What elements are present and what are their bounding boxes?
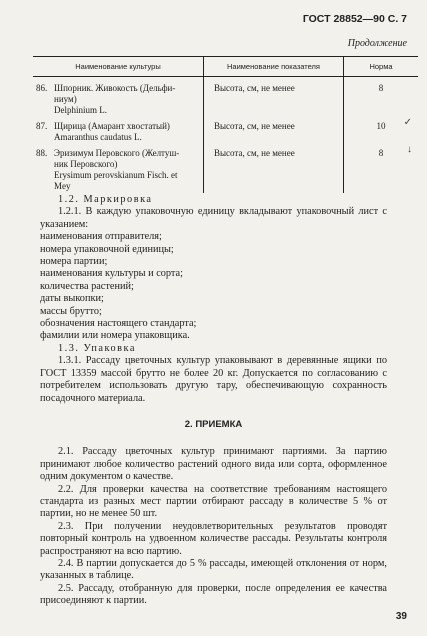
indicator-cell: Высота, см, не менее xyxy=(204,144,344,193)
packing-list-items xyxy=(40,231,387,343)
norm-cell xyxy=(344,117,419,144)
packing-list-item: количества растений; xyxy=(40,280,134,292)
handwritten-mark-icon: ↓ xyxy=(407,144,412,155)
paragraph-1-2-1: 1.2.1. В каждую упаковочную единицу вкладывают упаковочный лист с указанием: xyxy=(40,206,387,230)
culture-name-line: Delphinium L. xyxy=(54,105,107,115)
culture-name-line: Erysimum perovskianum Fisch. et xyxy=(54,170,178,180)
row-number: 87. xyxy=(36,121,48,131)
culture-name-line: Amaranthus caudatus L. xyxy=(54,132,142,142)
indicator-cell: Высота, см, не менее xyxy=(204,77,344,118)
culture-name-line: ниум) xyxy=(54,94,77,104)
paragraph-2-1: 2.1. Рассаду цветочных культур принимают партиями. За партию принимают любое количество растений одного вида или сорта, оформленное одним документом о качестве. xyxy=(40,446,387,483)
standard-header: ГОСТ 28852—90 С. 7 xyxy=(302,13,407,25)
section-1-2-title: 1.2. Маркировка xyxy=(58,194,153,205)
col-header-culture: Наименование культуры xyxy=(33,57,204,77)
document-body xyxy=(40,193,387,608)
packing-list-item: фамилии или номера упаковщика. xyxy=(40,330,190,342)
paragraph-1-3-1: 1.3.1. Рассаду цветочных культур упаковывают в деревянные ящики по ГОСТ 13359 массой брутто не более 20 кг. Допускается по согласованию с потребителем использовать другую тару, обеспечивающую сохранность посадочного материала. xyxy=(40,355,387,404)
page-number: 39 xyxy=(395,611,407,622)
col-header-norm: Норма xyxy=(344,57,419,77)
culture-name-line: ник Перовского) xyxy=(54,159,118,169)
culture-name-line: Щирица (Амарант хвостатый) xyxy=(54,121,170,131)
norm-cell xyxy=(344,144,419,193)
paragraph-2-4: 2.4. В партии допускается до 5 % рассады, имеющей отклонения от норм, указанных в таблице. xyxy=(40,557,387,582)
table-row xyxy=(33,77,418,118)
packing-list-item: наименования культуры и сорта; xyxy=(40,268,183,280)
table-row xyxy=(33,144,418,193)
paragraph-2-3: 2.3. При получении неудовлетворительных результатов проводят повторный контроль на удвоенном количестве рассады. Результаты контроля распространяют на всю партию. xyxy=(40,520,387,557)
col-header-indicator: Наименование показателя xyxy=(204,57,344,77)
culture-name-cell xyxy=(33,144,204,193)
norm-value: 8 xyxy=(378,148,384,158)
culture-name-line: Эризимум Перовского (Желтуш- xyxy=(54,148,180,158)
packing-list-item: номера упаковочной единицы; xyxy=(40,243,174,255)
row-number: 88. xyxy=(36,148,48,158)
culture-name-cell xyxy=(33,117,204,144)
norm-value: 8 xyxy=(378,83,384,93)
packing-list-item: массы брутто; xyxy=(40,305,102,317)
norm-value: 10 xyxy=(376,121,386,131)
indicator-cell: Высота, см, не менее xyxy=(204,117,344,144)
packing-list-item: даты выкопки; xyxy=(40,293,104,305)
continuation-label: Продолжение xyxy=(347,38,407,49)
norm-cell xyxy=(344,77,419,118)
section-1-3-title: 1.3. Упаковка xyxy=(58,342,136,354)
paragraph-2-2: 2.2. Для проверки качества на соответствие требованиям настоящего стандарта из разных мест партии отбирают рассаду в количестве 5 % от партии, но не менее 50 шт. xyxy=(40,483,387,520)
culture-name-line: Mey xyxy=(54,181,71,191)
paragraph-2-5: 2.5. Рассаду, отобранную для проверки, после определения ее качества присоединяют к партии. xyxy=(40,582,387,607)
handwritten-mark-icon: ✓ xyxy=(403,117,412,128)
row-number: 86. xyxy=(36,83,48,93)
norms-table xyxy=(33,56,418,193)
table-header-row xyxy=(33,57,418,77)
packing-list-item: обозначения настоящего стандарта; xyxy=(40,318,197,330)
table-row xyxy=(33,117,418,144)
packing-list-item: номера партии; xyxy=(40,256,108,268)
packing-list-item: наименования отправителя; xyxy=(40,231,162,243)
culture-name-cell xyxy=(33,77,204,118)
culture-name-line: Шпорник. Живокость (Дельфи- xyxy=(54,83,176,93)
section-2-title: 2. ПРИЕМКА xyxy=(184,418,243,430)
